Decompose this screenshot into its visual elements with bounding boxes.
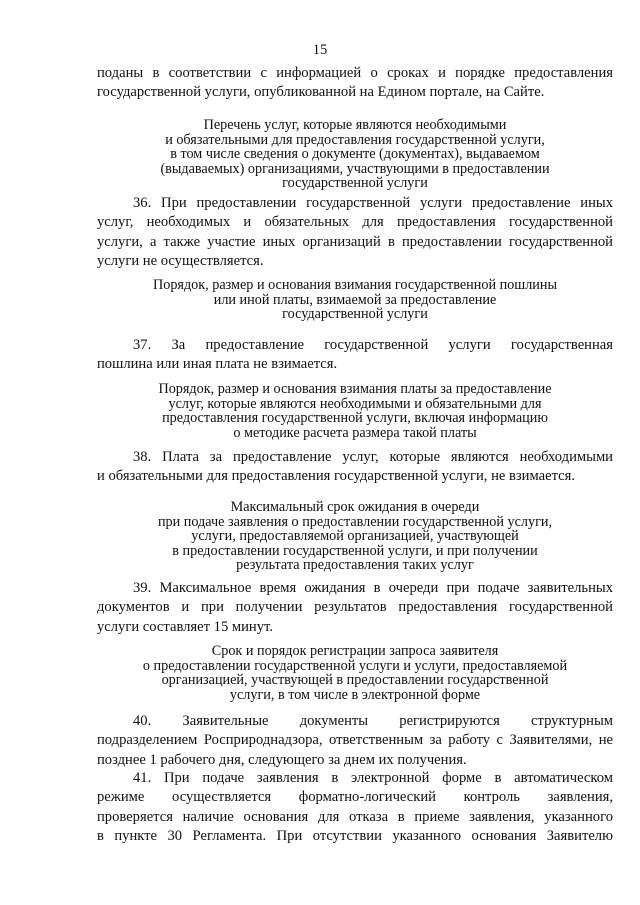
text-line: пошлина или иная плата не взимается. [97,356,338,373]
text-line: 38. Плата за предоставление услуг, которые являются необходимыми [133,449,613,465]
section-heading-queue-time [97,500,613,573]
text-line: подразделением Росприроднадзора, ответственным за работу с Заявителями, не [97,732,613,749]
heading-line: Порядок, размер и основания взимания платы за предоставление [158,381,552,397]
heading-line: результата предоставления таких услуг [236,557,474,574]
paragraph-40 [97,712,613,770]
heading-line: Перечень услуг, которые являются необходимыми [203,117,507,133]
paragraph-36 [97,194,613,272]
paragraph-37 [97,336,613,375]
section-heading-required-services [97,118,613,191]
text-line: 39. Максимальное время ожидания в очереди при подаче заявительных [133,580,613,596]
text-line: режиме осуществляется форматно-логический контроль заявления, [97,789,613,806]
heading-line: в предоставлении государственной услуги, и при получении [172,542,538,559]
heading-line: о методике расчета размера такой платы [233,424,477,441]
heading-line: предоставления государственной услуги, включая информацию [162,410,548,427]
heading-line: услуги, в том числе в электронной форме [229,686,481,703]
text-line: государственной услуги, опубликованной на Едином портале, на Сайте. [97,84,545,101]
heading-line: государственной услуги [282,175,428,192]
heading-line: (выдаваемых) организациями, участвующими в предоставлении [160,160,550,177]
heading-line: Порядок, размер и основания взимания государственной пошлины [152,277,557,293]
section-heading-state-fee [97,278,613,322]
text-line: и обязательными для предоставления государственной услуги, не взимается. [97,468,575,485]
text-line: документов и при получении результатов предоставления государственной [97,599,613,616]
text-line: в пункте 30 Регламента. При отсутствии указанного основания Заявителю [97,828,613,845]
text-line: 40. Заявительные документы регистрируются структурным [133,713,613,729]
heading-line: или иной платы, взимаемой за предоставление [213,291,497,308]
text-line: услуги составляет 15 минут. [97,618,273,635]
paragraph-39 [97,579,613,637]
heading-line: о предоставлении государственной услуги и услуги, предоставляемой [142,657,568,674]
text-line: услуги не осуществляется. [97,253,264,270]
text-line: проверяется наличие основания для отказа в приеме заявления, указанного [97,808,613,825]
text-line: поданы в соответствии с информацией о сроках и порядке предоставления [97,65,613,81]
text-line: 37. За предоставление государственной услуги государственная [133,337,613,353]
heading-line: государственной услуги [282,306,428,323]
heading-line: в том числе сведения о документе (документах), выдаваемом [170,146,540,163]
section-heading-payment-procedure [97,382,613,440]
text-line: 36. При предоставлении государственной услуги предоставление иных [133,195,613,211]
heading-line: и обязательными для предоставления государственной услуги, [165,131,545,148]
page-number: 15 [312,42,328,58]
heading-line: Максимальный срок ожидания в очереди [230,499,480,515]
heading-line: услуг, которые являются необходимыми и обязательными для [168,395,542,412]
text-line: услуг, необходимых и обязательных для предоставления государственной [97,214,613,231]
section-heading-registration [97,644,613,702]
heading-line: организацией, участвующей в предоставлении государственной [161,672,549,689]
heading-line: при подаче заявления о предоставлении государственной услуги, [157,513,553,530]
paragraph-41 [97,769,613,847]
heading-line: услуги, предоставляемой организацией, участвующей [191,528,519,545]
text-line: услуги, а также участие иных организаций в предоставлении государственной [97,233,613,250]
paragraph-38 [97,448,613,487]
text-line: 41. При подаче заявления в электронной форме в автоматическом [133,770,613,786]
paragraph-intro [97,64,613,103]
heading-line: Срок и порядок регистрации запроса заявителя [211,643,499,659]
text-line: позднее 1 рабочего дня, следующего за днем их получения. [97,751,467,768]
